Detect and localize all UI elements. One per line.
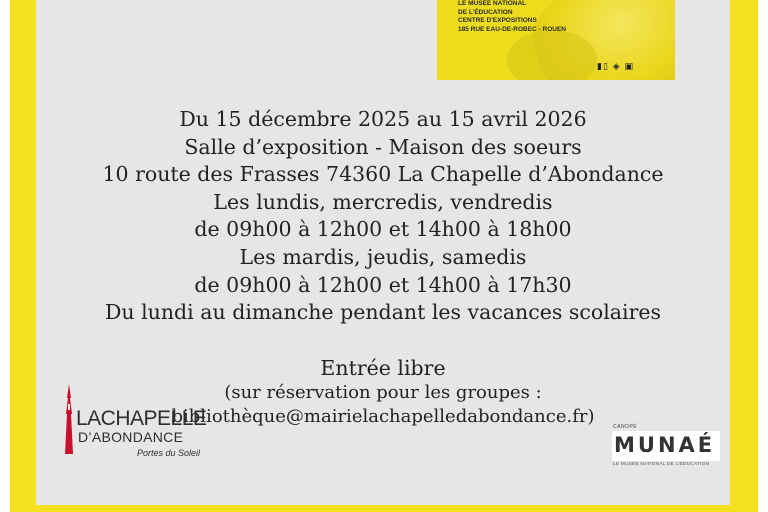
admission-title: Entrée libre: [320, 356, 446, 380]
reservation-email[interactable]: bibliothèque@mairielachapelledabondance.fr): [171, 406, 595, 427]
la-chapelle-logo: [62, 380, 207, 464]
logo-tagline: Portes du Soleil: [137, 448, 201, 458]
days-line-2: Les mardis, jeudis, samedis: [239, 244, 527, 269]
dates-line: Du 15 décembre 2025 au 15 avril 2026: [179, 107, 587, 131]
poster-partner-logos-icon: ▮▯ ◈ ▣: [597, 62, 635, 72]
munae-logo: [612, 424, 722, 470]
address-line: 10 route des Frasses 74360 La Chapelle d’Abondance: [102, 162, 664, 187]
poster-line: 185 RUE EAU-DE-ROBEC - ROUEN: [458, 25, 566, 33]
exhibition-poster-image: [437, 0, 675, 80]
venue-line: Salle d’exposition - Maison des soeurs: [184, 134, 582, 159]
canope-label: CANOPÉ: [613, 424, 638, 430]
hours-line-1: de 09h00 à 12h00 et 14h00 à 18h00: [194, 217, 572, 242]
hours-line-2: de 09h00 à 12h00 et 14h00 à 17h30: [194, 272, 572, 297]
logo-line-2: D’ABONDANCE: [78, 429, 184, 445]
reservation-note: (sur réservation pour les groupes :: [224, 382, 542, 403]
days-line-1: Les lundis, mercredis, vendredis: [213, 189, 553, 214]
poster-line: DE L'ÉDUCATION: [458, 8, 513, 16]
munae-subtitle: LE MUSÉE NATIONAL DE L'ÉDUCATION: [613, 462, 710, 467]
poster-text: [458, 0, 566, 34]
poster-line: LE MUSÉE NATIONAL: [458, 0, 527, 7]
logo-line-1: LACHAPELLE: [76, 407, 207, 430]
poster-line: CENTRE D'EXPOSITIONS: [458, 17, 537, 24]
holidays-line: Du lundi au dimanche pendant les vacances scolaires: [104, 300, 662, 325]
church-tower-icon: [62, 384, 76, 454]
munae-wordmark: MUNAÉ: [614, 433, 716, 457]
exhibition-info: [36, 106, 730, 327]
